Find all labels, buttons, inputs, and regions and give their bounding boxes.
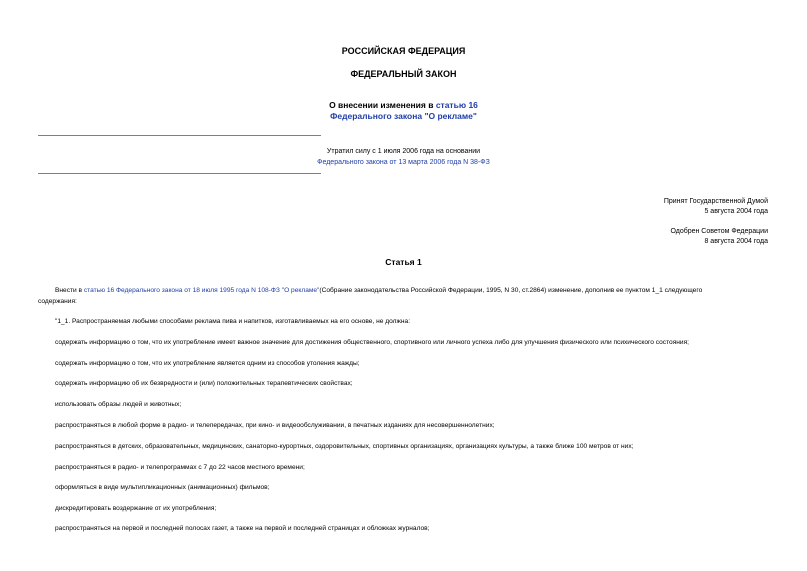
article-intro-cont: содержания: xyxy=(38,298,77,305)
document-type-heading: ФЕДЕРАЛЬНЫЙ ЗАКОН xyxy=(350,69,457,79)
list-item: "1_1. Распространяемая любыми способами реклама пива и напитков, изготавливаемых на его основе, не должна: xyxy=(55,318,411,325)
list-item: распространяться на первой и последней полосах газет, а также на первой и последней страницах и обложках журналов; xyxy=(55,525,430,532)
duma-adoption: Принят Государственной Думой xyxy=(663,198,768,205)
country-heading: РОССИЙСКАЯ ФЕДЕРАЦИЯ xyxy=(341,46,466,56)
article16-link[interactable]: статью 16 xyxy=(435,100,478,110)
list-item: распространяться в детских, образовательных, медицинских, санаторно-курортных, оздоровительных, спортивных организациях, организациях культуры, а также ближе 100 метров от них; xyxy=(55,443,634,450)
list-item: оформляться в виде мультипликационных (анимационных) фильмов; xyxy=(55,484,270,491)
divider-top xyxy=(38,135,321,136)
law-title-line1 xyxy=(0,100,807,110)
list-item: использовать образы людей и животных; xyxy=(55,401,182,408)
list-item: содержать информацию о том, что их употребление является одним из способов утоления жажды; xyxy=(55,360,360,367)
list-item: содержать информацию о том, что их употребление имеет важное значение для достижения общественного, спортивного или личного успеха либо для улучшения физического или психического состояния; xyxy=(55,339,690,346)
article-heading: Статья 1 xyxy=(385,257,422,267)
divider-bottom xyxy=(38,173,321,174)
law-title-prefix: О внесении изменения в xyxy=(329,100,436,110)
council-date: 8 августа 2004 года xyxy=(704,238,768,245)
duma-date: 5 августа 2004 года xyxy=(704,208,768,215)
article-intro xyxy=(55,287,702,294)
council-approval: Одобрен Советом Федерации xyxy=(670,228,768,235)
list-item: распространяться в любой форме в радио- и телепередачах, при кино- и видеообслуживании, в печатных изданиях для несовершеннолетних; xyxy=(55,422,495,429)
law-108-link[interactable]: статью 16 Федерального закона от 18 июля 1995 года N 108-ФЗ "О рекламе" xyxy=(83,287,320,294)
intro-suffix: (Собрание законодательства Российской Федерации, 1995, N 30, ст.2864) изменение, дополнив ее пунктом 1_1 следующего xyxy=(319,287,703,294)
list-item: дискредитировать воздержание от их употребления; xyxy=(55,505,217,512)
list-item: распространяться в радио- и телепрограммах с 7 до 22 часов местного времени; xyxy=(55,464,305,471)
repeal-law-link[interactable]: Федерального закона от 13 марта 2006 года N 38-ФЗ xyxy=(317,159,490,166)
intro-prefix: Внести в xyxy=(55,287,84,294)
list-item: содержать информацию об их безвредности и (или) положительных терапевтических свойствах; xyxy=(55,380,353,387)
law-title-line2[interactable]: Федерального закона "О рекламе" xyxy=(330,111,477,121)
repeal-note: Утратил силу с 1 июля 2006 года на основании xyxy=(326,148,481,155)
